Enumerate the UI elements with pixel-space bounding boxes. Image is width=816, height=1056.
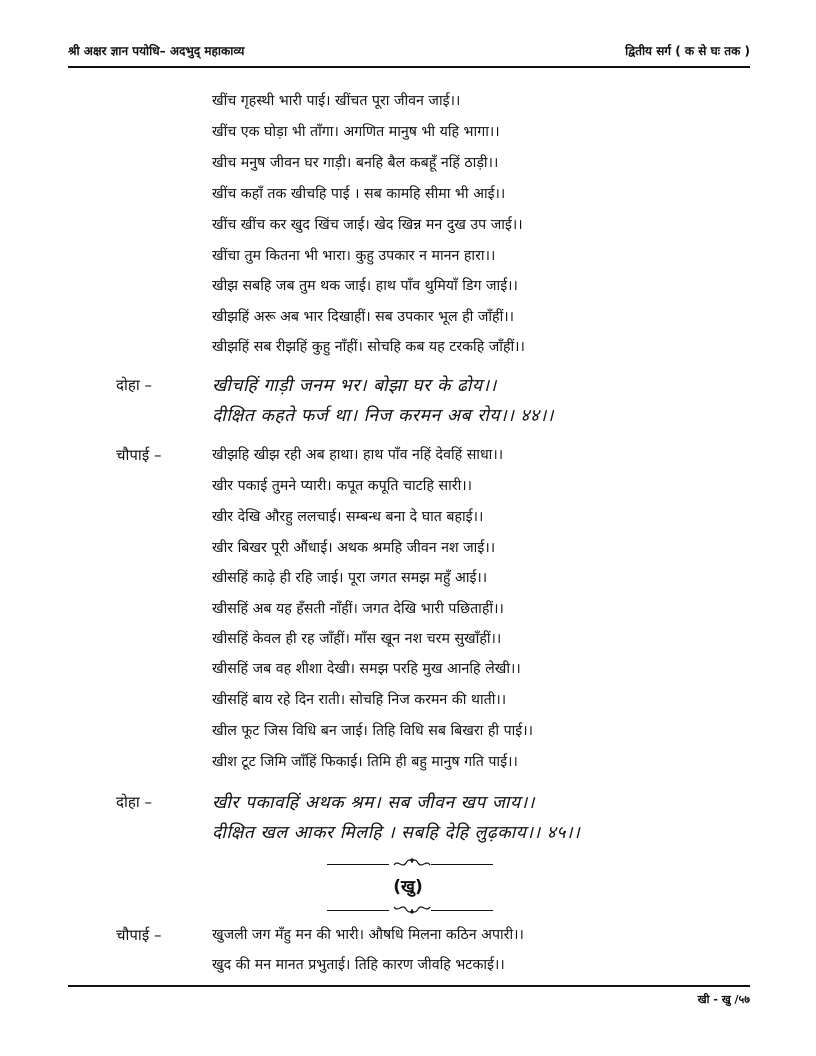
doha-line: दीक्षित कहते फर्ज था। निज करमन अब रोय।। ४४।। [212,406,554,426]
verse-line: खीच मनुष जीवन घर गाड़ी। बनहि बैल कबहूँ नहिं ठाड़ी।। [212,155,499,171]
book-title: श्री अक्षर ज्ञान पयोधि– अदभुद् महाकाव्य [68,44,245,58]
verse-line: खीझहिं अरू अब भार दिखाहीं। सब उपकार भूल ही जाँहीं।। [212,309,514,325]
flourish-icon [392,855,432,871]
verse-line: खीसहिं काढ़े ही रहि जाई। पूरा जगत समझ महुँ आई।। [212,570,488,586]
verse-line: खीर पकाई तुमने प्यारी। कपूत कपूति चाटहि सारी।। [212,478,473,494]
verse-line: खीसहिं अब यह हँसती नाँहीं। जगत देखि भारी पछिताहीं।। [212,601,504,617]
verse-line: खीझ सबहि जब तुम थक जाई। हाथ पाँव थुमियाँ डिग जाई।। [212,278,518,294]
verse-line: खीर बिखर पूरी औंधाई। अथक श्रमहि जीवन नश जाई।। [212,540,496,556]
verse-line: खींचा तुम कितना भी भारा। कुहु उपकार न मानन हारा।। [212,248,496,264]
verse-line: खींच एक घोड़ा भी ताँगा। अगणित मानुष भी यहि भागा।। [212,124,500,140]
doha-label: दोहा – [116,376,152,394]
header-rule [68,66,750,68]
doha-line: खीर पकावहिं अथक श्रम। सब जीवन खप जाय।। [212,793,535,813]
verse-line: खीझहिं सब रीझहिं कुहु नाँहीं। सोचहि कब यह टरकहि जाँहीं।। [212,339,525,355]
verse-line: खींच गृहस्थी भारी पाई। खींचत पूरा जीवन जाई।। [212,93,461,109]
verse-line: खीर देखि औरहु ललचाई। सम्बन्ध बना दे घात बहाई।। [212,509,484,525]
doha-line: खीचहिं गाड़ी जनम भर। बोझा घर के ढोय।। [212,376,497,396]
section-heading: (खु) [393,877,423,897]
verse-line: खील फूट जिस विधि बन जाई। तिहि विधि सब बिखरा ही पाई।। [212,723,534,739]
verse-line: खींच खींच कर खुद खिंच जाई। खेद खिन्न मन दुख उप जाई।। [212,217,523,233]
chapter-title: द्वितीय सर्ग ( क से घः तक ) [625,44,750,58]
flourish-icon [392,901,432,917]
verse-line: खीसहिं केवल ही रह जाँहीं। माँस खून नश चरम सुखाँहीं।। [212,631,502,647]
chaupai-label: चौपाई – [116,926,162,944]
verse-line: खीसहिं जब वह शीशा देखी। समझ परहि मुख आनहि लेखी।। [212,661,521,677]
doha-label: दोहा – [116,793,152,811]
page-number: खी - खु /५७ [697,993,750,1006]
page-header [68,40,750,62]
verse-line: खींच कहाँ तक खीचहि पाई । सब कामहि सीमा भी आई।। [212,186,506,202]
footer-rule [68,985,750,987]
doha-line: दीक्षित खल आकर मिलहि । सबहि देहि लुढ़काय।। ४५।। [212,823,581,843]
verse-line: खुद की मन मानत प्रभुताई। तिहि कारण जीवहि भटकाई।। [212,957,505,973]
chaupai-label: चौपाई – [116,446,162,464]
verse-line: खीश टूट जिमि जाँहिं फिकाई। तिमि ही बहु मानुष गति पाई।। [212,754,518,770]
verse-line: खीझहि खीझ रही अब हाथा। हाथ पाँव नहिं देवहिं साधा।। [212,447,504,463]
verse-line: खीसहिं बाय रहे दिन राती। सोचहि निज करमन की थाती।। [212,692,507,708]
ornament-divider [327,857,493,871]
ornament-divider [327,903,493,917]
verse-line: खुजली जग मँहु मन की भारी। औषधि मिलना कठिन अपारी।। [212,927,524,943]
